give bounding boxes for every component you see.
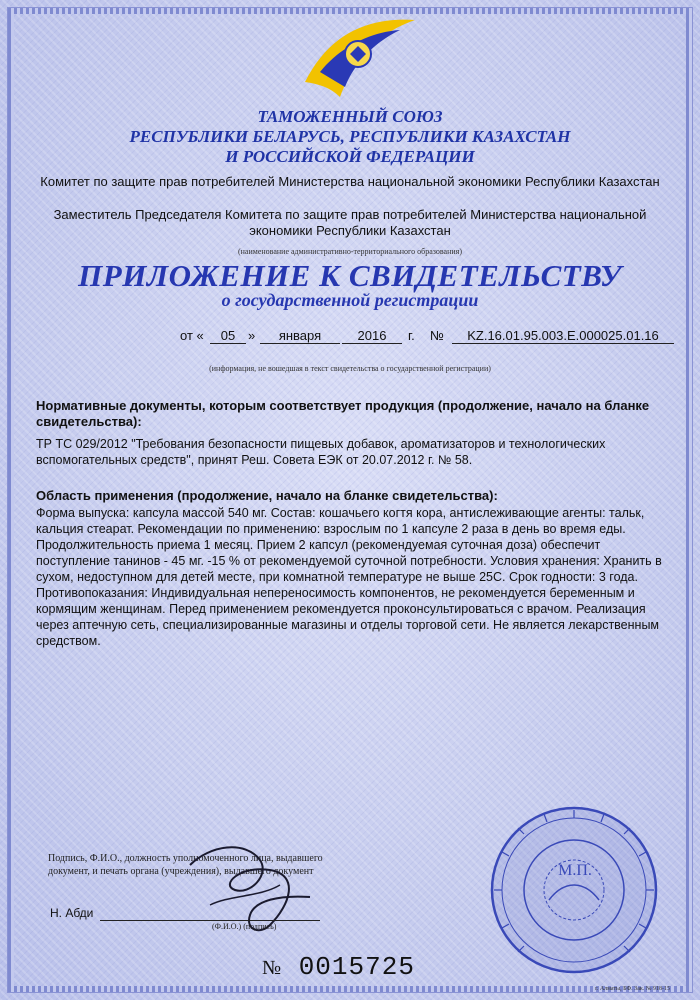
- date-month: января: [260, 328, 340, 344]
- registration-number: KZ.16.01.95.003.E.000025.01.16: [452, 328, 674, 344]
- date-prefix: от «: [180, 328, 204, 343]
- header-line-3: И РОССИЙСКОЙ ФЕДЕРАЦИИ: [225, 147, 475, 166]
- signature-caption: Подпись, Ф.И.О., должность уполномоченного лица, выдавшего документ, и печать органа (учреждения), выдавшего документ: [48, 853, 323, 877]
- info-note: (информация, не вошедшая в текст свидетельства о государственной регистрации): [209, 364, 491, 373]
- date-year: 2016: [342, 328, 402, 344]
- date-year-suffix: г.: [408, 328, 415, 343]
- date-day: 05: [210, 328, 246, 344]
- signature-line: [100, 920, 320, 921]
- number-sign: №: [430, 328, 444, 343]
- normative-title: Нормативные документы, которым соответствует продукция (продолжение, начало на бланке свидетельства):: [36, 398, 650, 429]
- normative-text: ТР ТС 029/2012 "Требования безопасности пищевых добавок, ароматизаторов и технологических вспомогательных средств", принят Реш. Совета ЕЭК от 20.07.2012 г. № 58.: [36, 437, 606, 467]
- serial-value: 0015725: [298, 952, 415, 982]
- official-seal-stamp: [474, 800, 674, 980]
- scope-title: Область применения (продолжение, начало на бланке свидетельства):: [36, 488, 498, 503]
- signature-line-caption: (Ф.И.О.) (подпись): [212, 922, 277, 931]
- customs-union-logo: [300, 12, 420, 102]
- document-title: ПРИЛОЖЕНИЕ К СВИДЕТЕЛЬСТВУ: [78, 258, 622, 293]
- signer-name: Н. Абди: [50, 906, 94, 920]
- stamp-center-text: М.П.: [558, 862, 592, 879]
- scope-text: Форма выпуска: капсула массой 540 мг. Состав: кошачьего когтя кора, антислеживающие агенты: тальк, кальция стеарат. Рекомендации по применению: взрослым по 1 капсуле 2 раза в день во время еды. Продолжительность приема 1 месяц. Прием 2 капсул (рекомендуемая суточная доза) обеспечит поступление танинов - 45 мг. -15 % от рекомендуемой суточной потребности. Условия хранения: Хранить в сухом, недоступном для детей месте, при комнатной температуре не выше 25С. Срок годности: 3 года. Противопоказания: Индивидуальная непереносимость компонентов, не рекомендуется беременным и кормящим женщинам. Перед применением рекомендуется проконсультироваться с врачом. Реализация через аптечную сеть, специализированные магазины и отделы торговой сети. Не является лекарственным средством.: [36, 506, 662, 648]
- date-close: »: [248, 328, 256, 343]
- admin-unit-note: (наименование административно-территориального образования): [237, 247, 462, 256]
- serial-sign: №: [262, 957, 283, 979]
- printer-mark: г. Алматы, БФ. Зак. № 918-15: [595, 986, 670, 992]
- committee-official: Заместитель Председателя Комитета по защите прав потребителей Министерства национальной экономики Республики Казахстан: [53, 207, 647, 238]
- serial-number: [262, 952, 415, 982]
- header-line-2: РЕСПУБЛИКИ БЕЛАРУСЬ, РЕСПУБЛИКИ КАЗАХСТАН: [129, 127, 571, 146]
- committee-name: Комитет по защите прав потребителей Министерства национальной экономики Республики Казахстан: [40, 174, 660, 189]
- header-line-1: ТАМОЖЕННЫЙ СОЮЗ: [257, 107, 443, 126]
- document-subtitle: о государственной регистрации: [221, 290, 479, 310]
